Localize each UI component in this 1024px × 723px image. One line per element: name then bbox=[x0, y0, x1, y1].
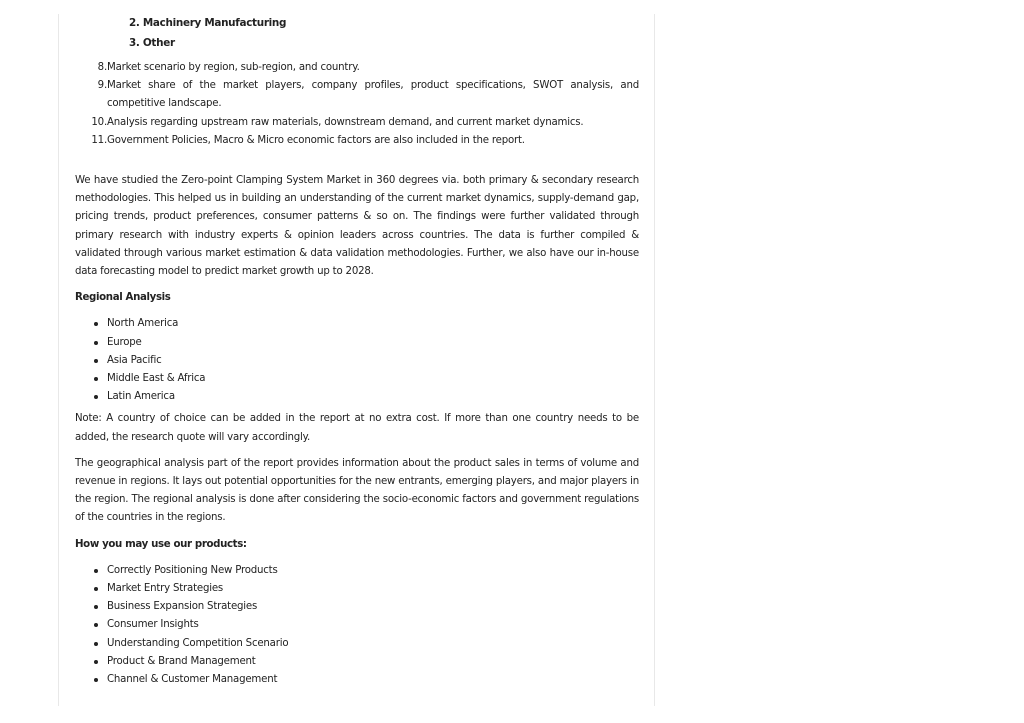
bullet-icon bbox=[94, 359, 98, 363]
use-label: Product & Brand Management bbox=[107, 655, 256, 667]
list-item-number: 8. bbox=[97, 62, 107, 73]
list-item-number: 10. bbox=[91, 116, 107, 128]
sub-list-item: 2. Machinery Manufacturing bbox=[129, 17, 287, 29]
region-item bbox=[75, 352, 639, 370]
bullet-icon bbox=[94, 605, 98, 609]
list-item bbox=[75, 132, 639, 150]
list-item-text: Government Policies, Macro & Micro economic factors are also included in the report. bbox=[107, 134, 525, 146]
bullet-icon bbox=[94, 341, 98, 345]
region-item bbox=[75, 334, 639, 352]
region-label: Middle East & Africa bbox=[107, 373, 206, 385]
report-features-list bbox=[75, 59, 639, 150]
region-item bbox=[75, 370, 639, 388]
bullet-icon bbox=[94, 395, 98, 399]
use-item bbox=[75, 598, 639, 616]
regions-list bbox=[75, 315, 639, 406]
use-label: Market Entry Strategies bbox=[107, 583, 224, 595]
use-item bbox=[75, 616, 639, 634]
report-content bbox=[75, 14, 639, 689]
geographical-analysis-paragraph: The geographical analysis part of the report provides information about the product sales in terms of volume and revenue in regions. It lays out potential opportunities for the new entrants, emerging players, and major players in the region. The regional analysis is done after considering the socio-economic factors and government regulations of the countries in the regions. bbox=[75, 457, 639, 524]
bullet-icon bbox=[94, 660, 98, 664]
product-uses-list bbox=[75, 562, 639, 689]
bullet-icon bbox=[94, 642, 98, 646]
list-item bbox=[75, 114, 639, 132]
regional-analysis-heading: Regional Analysis bbox=[75, 292, 171, 304]
use-label: Business Expansion Strategies bbox=[107, 601, 258, 613]
product-uses-heading: How you may use our products: bbox=[75, 538, 247, 550]
list-item-text: Market share of the market players, company profiles, product specifications, SWOT analysis, and competitive landscape. bbox=[107, 80, 639, 110]
report-description-panel bbox=[58, 14, 655, 706]
use-item bbox=[75, 635, 639, 653]
research-methodology-paragraph: We have studied the Zero-point Clamping System Market in 360 degrees via. both primary & secondary research methodologies. This helped us in building an understanding of the current market dynamics, supply-demand gap, pricing trends, product preferences, consumer patterns & so on. The findings were further validated through primary research with industry experts & opinion leaders across countries. The data is further compiled & validated through various market estimation & data validation methodologies. Further, we also have our in-house data forecasting model to predict market growth up to 2028. bbox=[75, 175, 639, 278]
use-item bbox=[75, 653, 639, 671]
use-item bbox=[75, 562, 639, 580]
country-note-paragraph: Note: A country of choice can be added in the report at no extra cost. If more than one country needs to be added, the research quote will vary accordingly. bbox=[75, 413, 639, 443]
region-item bbox=[75, 388, 639, 406]
list-item bbox=[75, 59, 639, 77]
bullet-icon bbox=[94, 377, 98, 381]
use-item bbox=[75, 580, 639, 598]
use-label: Channel & Customer Management bbox=[107, 674, 278, 686]
bullet-icon bbox=[94, 322, 98, 326]
list-item-text: Analysis regarding upstream raw materials, downstream demand, and current market dynamics. bbox=[107, 116, 584, 128]
use-label: Correctly Positioning New Products bbox=[107, 564, 278, 576]
sub-list-item: 3. Other bbox=[129, 36, 175, 49]
region-item bbox=[75, 315, 639, 333]
region-label: North America bbox=[107, 318, 179, 330]
list-item-text: Market scenario by region, sub-region, and country. bbox=[107, 62, 360, 73]
use-item bbox=[75, 671, 639, 689]
use-label: Consumer Insights bbox=[107, 619, 199, 631]
list-item-number: 11. bbox=[91, 134, 107, 146]
region-label: Asia Pacific bbox=[107, 354, 162, 366]
list-item-number: 9. bbox=[97, 80, 107, 92]
bullet-icon bbox=[94, 623, 98, 627]
bullet-icon bbox=[94, 587, 98, 591]
bullet-icon bbox=[94, 569, 98, 573]
region-label: Europe bbox=[107, 336, 142, 348]
use-label: Understanding Competition Scenario bbox=[107, 637, 289, 649]
region-label: Latin America bbox=[107, 391, 175, 403]
application-sub-list bbox=[75, 14, 639, 53]
bullet-icon bbox=[94, 678, 98, 682]
list-item bbox=[75, 77, 639, 113]
